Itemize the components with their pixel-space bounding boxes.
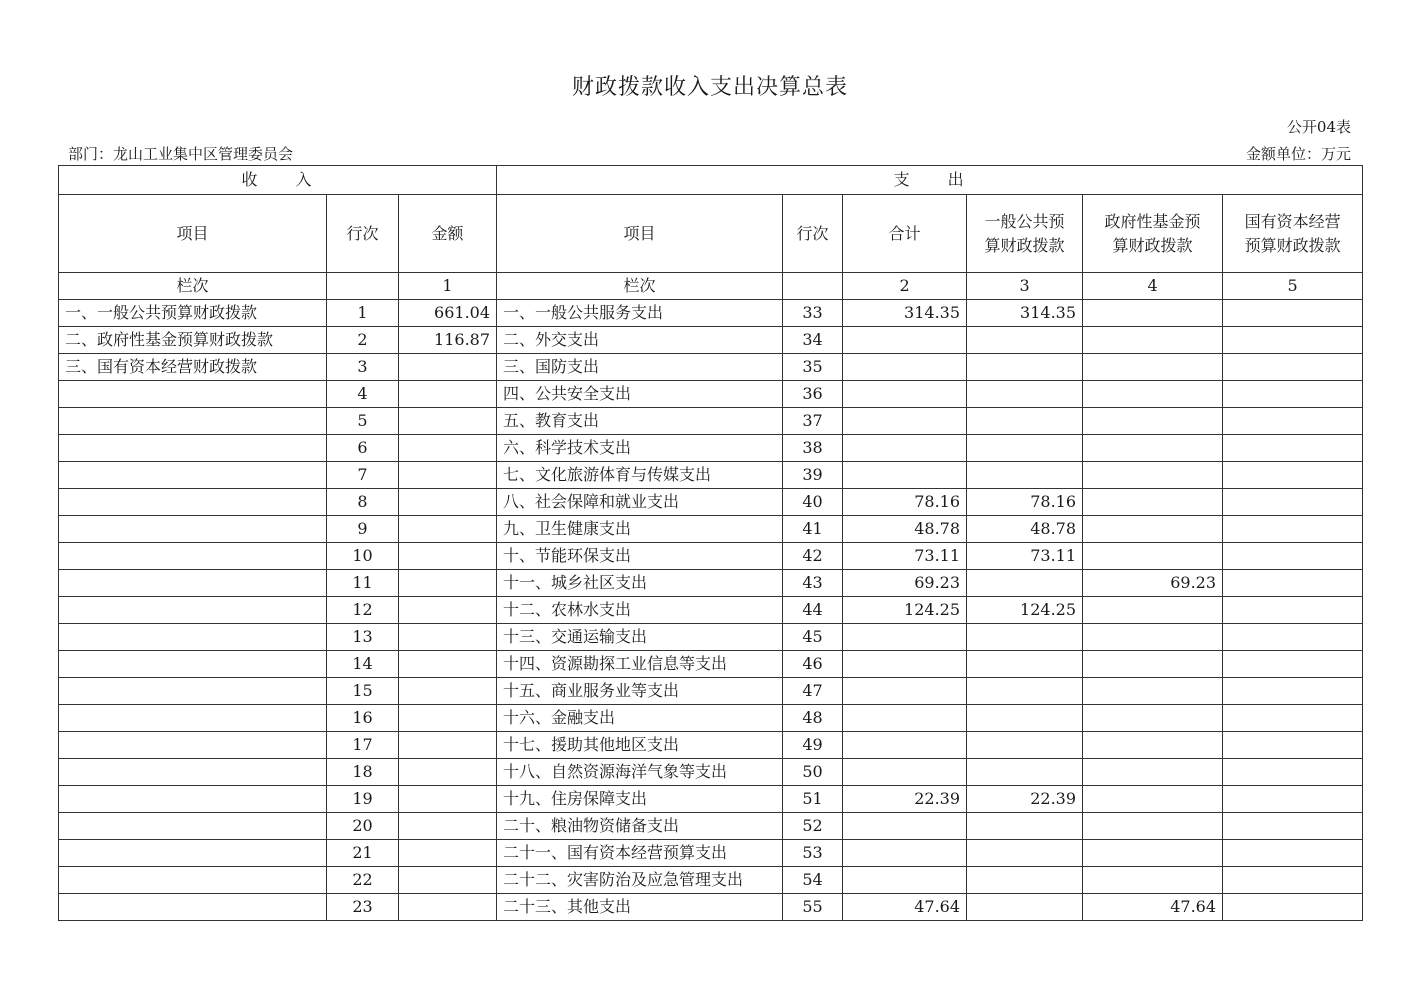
income-item-cell: 二、政府性基金预算财政拨款	[59, 327, 327, 354]
finance-table	[58, 165, 1363, 921]
expense-row-no-cell: 41	[783, 516, 843, 543]
income-amount-cell	[399, 489, 497, 516]
fund-budget-cell	[1083, 867, 1223, 894]
income-row-no-cell: 18	[327, 759, 399, 786]
income-row-no-cell: 20	[327, 813, 399, 840]
expense-row-no-cell: 52	[783, 813, 843, 840]
header-fund-budget: 政府性基金预算财政拨款	[1083, 195, 1223, 273]
income-item-cell	[59, 813, 327, 840]
total-cell	[843, 327, 967, 354]
state-capital-cell	[1223, 381, 1363, 408]
state-capital-cell	[1223, 354, 1363, 381]
expense-row-no-cell: 46	[783, 651, 843, 678]
state-capital-cell	[1223, 678, 1363, 705]
income-item-cell	[59, 543, 327, 570]
income-amount-cell	[399, 651, 497, 678]
expense-row-no-cell: 49	[783, 732, 843, 759]
fund-budget-cell: 69.23	[1083, 570, 1223, 597]
state-capital-cell	[1223, 435, 1363, 462]
fund-budget-cell	[1083, 705, 1223, 732]
general-budget-cell	[967, 624, 1083, 651]
expense-row-no-cell: 45	[783, 624, 843, 651]
expense-row-no-cell: 33	[783, 300, 843, 327]
general-budget-cell: 78.16	[967, 489, 1083, 516]
general-budget-cell	[967, 867, 1083, 894]
income-amount-cell: 116.87	[399, 327, 497, 354]
expense-item-cell: 十五、商业服务业等支出	[497, 678, 783, 705]
general-budget-cell	[967, 381, 1083, 408]
header-total: 合计	[843, 195, 967, 273]
income-item-cell	[59, 462, 327, 489]
expense-item-cell: 十一、城乡社区支出	[497, 570, 783, 597]
table-row	[59, 813, 1363, 840]
expense-section-header: 支 出	[497, 166, 1363, 195]
state-capital-cell	[1223, 732, 1363, 759]
header-expense-item: 项目	[497, 195, 783, 273]
table-row	[59, 624, 1363, 651]
income-item-cell	[59, 624, 327, 651]
state-capital-cell	[1223, 894, 1363, 921]
column-number-row	[59, 273, 1363, 300]
total-cell: 73.11	[843, 543, 967, 570]
income-amount-cell	[399, 354, 497, 381]
expense-row-no-cell: 42	[783, 543, 843, 570]
income-section-header: 收 入	[59, 166, 497, 195]
expense-item-cell: 一、一般公共服务支出	[497, 300, 783, 327]
fund-budget-cell	[1083, 354, 1223, 381]
table-row	[59, 786, 1363, 813]
income-row-no-cell: 23	[327, 894, 399, 921]
income-row-no-cell: 14	[327, 651, 399, 678]
income-amount-cell	[399, 381, 497, 408]
fund-budget-cell	[1083, 516, 1223, 543]
expense-row-no-cell: 44	[783, 597, 843, 624]
expense-item-cell: 五、教育支出	[497, 408, 783, 435]
income-amount-cell	[399, 516, 497, 543]
expense-row-no-cell: 50	[783, 759, 843, 786]
expense-row-no-cell: 38	[783, 435, 843, 462]
table-row	[59, 327, 1363, 354]
general-budget-cell	[967, 408, 1083, 435]
fund-budget-cell	[1083, 381, 1223, 408]
income-item-cell: 一、一般公共预算财政拨款	[59, 300, 327, 327]
section-header-row	[59, 166, 1363, 195]
table-row	[59, 570, 1363, 597]
fund-budget-cell	[1083, 543, 1223, 570]
table-row	[59, 489, 1363, 516]
total-cell	[843, 408, 967, 435]
fund-budget-cell	[1083, 759, 1223, 786]
total-cell	[843, 759, 967, 786]
col-number-4: 4	[1083, 273, 1223, 300]
expense-row-no-cell: 36	[783, 381, 843, 408]
expense-item-cell: 二十二、灾害防治及应急管理支出	[497, 867, 783, 894]
income-amount-cell	[399, 624, 497, 651]
income-amount-cell	[399, 759, 497, 786]
fund-budget-cell	[1083, 678, 1223, 705]
income-item-cell	[59, 435, 327, 462]
state-capital-cell	[1223, 327, 1363, 354]
fund-budget-cell	[1083, 435, 1223, 462]
expense-item-cell: 六、科学技术支出	[497, 435, 783, 462]
table-row	[59, 597, 1363, 624]
income-item-cell	[59, 732, 327, 759]
table-row	[59, 705, 1363, 732]
income-item-cell	[59, 516, 327, 543]
table-row	[59, 759, 1363, 786]
expense-row-no-cell: 35	[783, 354, 843, 381]
expense-item-cell: 八、社会保障和就业支出	[497, 489, 783, 516]
income-row-no-cell: 7	[327, 462, 399, 489]
total-cell: 48.78	[843, 516, 967, 543]
expense-row-no-cell: 51	[783, 786, 843, 813]
col-number-blank	[783, 273, 843, 300]
state-capital-cell	[1223, 570, 1363, 597]
header-income-row-no: 行次	[327, 195, 399, 273]
col-number-blank	[327, 273, 399, 300]
state-capital-cell	[1223, 813, 1363, 840]
income-row-no-cell: 21	[327, 840, 399, 867]
income-amount-cell	[399, 408, 497, 435]
total-cell	[843, 435, 967, 462]
general-budget-cell	[967, 462, 1083, 489]
state-capital-cell	[1223, 624, 1363, 651]
form-number: 公开04表	[1286, 118, 1351, 136]
income-amount-cell	[399, 678, 497, 705]
table-row	[59, 840, 1363, 867]
income-row-no-cell: 5	[327, 408, 399, 435]
income-item-cell	[59, 408, 327, 435]
income-row-no-cell: 13	[327, 624, 399, 651]
general-budget-cell	[967, 705, 1083, 732]
state-capital-cell	[1223, 786, 1363, 813]
col-label-income: 栏次	[59, 273, 327, 300]
state-capital-cell	[1223, 759, 1363, 786]
income-amount-cell	[399, 543, 497, 570]
expense-item-cell: 十二、农林水支出	[497, 597, 783, 624]
expense-item-cell: 十三、交通运输支出	[497, 624, 783, 651]
expense-row-no-cell: 48	[783, 705, 843, 732]
table-row	[59, 381, 1363, 408]
header-income-amount: 金额	[399, 195, 497, 273]
fund-budget-cell	[1083, 651, 1223, 678]
total-cell	[843, 732, 967, 759]
expense-item-cell: 十、节能环保支出	[497, 543, 783, 570]
total-cell	[843, 381, 967, 408]
header-state-capital-budget: 国有资本经营预算财政拨款	[1223, 195, 1363, 273]
fund-budget-cell	[1083, 300, 1223, 327]
table-row	[59, 408, 1363, 435]
general-budget-cell: 48.78	[967, 516, 1083, 543]
income-row-no-cell: 11	[327, 570, 399, 597]
state-capital-cell	[1223, 462, 1363, 489]
income-row-no-cell: 3	[327, 354, 399, 381]
header-income-item: 项目	[59, 195, 327, 273]
income-row-no-cell: 9	[327, 516, 399, 543]
total-cell	[843, 651, 967, 678]
income-item-cell	[59, 381, 327, 408]
income-amount-cell	[399, 462, 497, 489]
state-capital-cell	[1223, 489, 1363, 516]
fund-budget-cell	[1083, 489, 1223, 516]
fund-budget-cell	[1083, 327, 1223, 354]
expense-item-cell: 二十三、其他支出	[497, 894, 783, 921]
income-row-no-cell: 10	[327, 543, 399, 570]
table-row	[59, 435, 1363, 462]
income-item-cell	[59, 894, 327, 921]
income-item-cell	[59, 759, 327, 786]
total-cell	[843, 840, 967, 867]
table-row	[59, 651, 1363, 678]
income-item-cell	[59, 597, 327, 624]
general-budget-cell	[967, 570, 1083, 597]
unit-label: 金额单位：万元	[1245, 145, 1351, 163]
expense-row-no-cell: 40	[783, 489, 843, 516]
state-capital-cell	[1223, 408, 1363, 435]
expense-row-no-cell: 34	[783, 327, 843, 354]
income-item-cell: 三、国有资本经营财政拨款	[59, 354, 327, 381]
table-row	[59, 354, 1363, 381]
table-row	[59, 462, 1363, 489]
general-budget-cell	[967, 354, 1083, 381]
state-capital-cell	[1223, 300, 1363, 327]
column-header-row	[59, 195, 1363, 273]
income-amount-cell	[399, 435, 497, 462]
income-row-no-cell: 4	[327, 381, 399, 408]
general-budget-cell: 124.25	[967, 597, 1083, 624]
expense-row-no-cell: 54	[783, 867, 843, 894]
general-budget-cell	[967, 651, 1083, 678]
fund-budget-cell	[1083, 462, 1223, 489]
fund-budget-cell	[1083, 597, 1223, 624]
state-capital-cell	[1223, 651, 1363, 678]
total-cell	[843, 678, 967, 705]
header-expense-row-no: 行次	[783, 195, 843, 273]
total-cell	[843, 705, 967, 732]
income-amount-cell	[399, 813, 497, 840]
income-amount-cell	[399, 570, 497, 597]
income-item-cell	[59, 678, 327, 705]
total-cell: 69.23	[843, 570, 967, 597]
total-cell: 47.64	[843, 894, 967, 921]
col-number-1: 1	[399, 273, 497, 300]
expense-row-no-cell: 55	[783, 894, 843, 921]
total-cell	[843, 462, 967, 489]
general-budget-cell	[967, 435, 1083, 462]
expense-row-no-cell: 43	[783, 570, 843, 597]
state-capital-cell	[1223, 597, 1363, 624]
fund-budget-cell	[1083, 786, 1223, 813]
income-item-cell	[59, 840, 327, 867]
expense-row-no-cell: 37	[783, 408, 843, 435]
expense-item-cell: 十四、资源勘探工业信息等支出	[497, 651, 783, 678]
expense-item-cell: 二、外交支出	[497, 327, 783, 354]
income-item-cell	[59, 705, 327, 732]
department-label: 部门：龙山工业集中区管理委员会	[68, 145, 294, 163]
state-capital-cell	[1223, 516, 1363, 543]
table-row	[59, 678, 1363, 705]
income-item-cell	[59, 867, 327, 894]
expense-item-cell: 十九、住房保障支出	[497, 786, 783, 813]
total-cell	[843, 354, 967, 381]
fund-budget-cell	[1083, 840, 1223, 867]
table-row	[59, 300, 1363, 327]
table-row	[59, 732, 1363, 759]
income-amount-cell: 661.04	[399, 300, 497, 327]
state-capital-cell	[1223, 867, 1363, 894]
page-title: 财政拨款收入支出决算总表	[571, 75, 848, 100]
income-item-cell	[59, 570, 327, 597]
total-cell	[843, 813, 967, 840]
income-amount-cell	[399, 597, 497, 624]
total-cell	[843, 624, 967, 651]
header-general-budget: 一般公共预算财政拨款	[967, 195, 1083, 273]
total-cell	[843, 867, 967, 894]
table-row	[59, 894, 1363, 921]
general-budget-cell	[967, 813, 1083, 840]
general-budget-cell	[967, 678, 1083, 705]
table-row	[59, 516, 1363, 543]
income-amount-cell	[399, 786, 497, 813]
income-row-no-cell: 19	[327, 786, 399, 813]
income-row-no-cell: 17	[327, 732, 399, 759]
expense-item-cell: 七、文化旅游体育与传媒支出	[497, 462, 783, 489]
income-row-no-cell: 22	[327, 867, 399, 894]
table-row	[59, 543, 1363, 570]
expense-row-no-cell: 39	[783, 462, 843, 489]
income-amount-cell	[399, 840, 497, 867]
general-budget-cell	[967, 894, 1083, 921]
expense-item-cell: 三、国防支出	[497, 354, 783, 381]
income-amount-cell	[399, 867, 497, 894]
expense-item-cell: 十六、金融支出	[497, 705, 783, 732]
state-capital-cell	[1223, 840, 1363, 867]
income-row-no-cell: 6	[327, 435, 399, 462]
fund-budget-cell: 47.64	[1083, 894, 1223, 921]
col-number-3: 3	[967, 273, 1083, 300]
income-amount-cell	[399, 705, 497, 732]
fund-budget-cell	[1083, 408, 1223, 435]
expense-row-no-cell: 53	[783, 840, 843, 867]
state-capital-cell	[1223, 705, 1363, 732]
income-row-no-cell: 2	[327, 327, 399, 354]
fund-budget-cell	[1083, 624, 1223, 651]
expense-item-cell: 十八、自然资源海洋气象等支出	[497, 759, 783, 786]
table-row	[59, 867, 1363, 894]
total-cell: 78.16	[843, 489, 967, 516]
income-row-no-cell: 8	[327, 489, 399, 516]
expense-item-cell: 二十、粮油物资储备支出	[497, 813, 783, 840]
total-cell: 22.39	[843, 786, 967, 813]
total-cell: 314.35	[843, 300, 967, 327]
expense-item-cell: 十七、援助其他地区支出	[497, 732, 783, 759]
income-row-no-cell: 1	[327, 300, 399, 327]
income-row-no-cell: 12	[327, 597, 399, 624]
expense-item-cell: 二十一、国有资本经营预算支出	[497, 840, 783, 867]
general-budget-cell: 73.11	[967, 543, 1083, 570]
expense-row-no-cell: 47	[783, 678, 843, 705]
general-budget-cell	[967, 732, 1083, 759]
col-number-5: 5	[1223, 273, 1363, 300]
fund-budget-cell	[1083, 732, 1223, 759]
income-item-cell	[59, 786, 327, 813]
income-item-cell	[59, 651, 327, 678]
col-label-expense: 栏次	[497, 273, 783, 300]
income-amount-cell	[399, 732, 497, 759]
col-number-2: 2	[843, 273, 967, 300]
income-row-no-cell: 15	[327, 678, 399, 705]
general-budget-cell	[967, 840, 1083, 867]
general-budget-cell: 22.39	[967, 786, 1083, 813]
income-row-no-cell: 16	[327, 705, 399, 732]
total-cell: 124.25	[843, 597, 967, 624]
general-budget-cell: 314.35	[967, 300, 1083, 327]
state-capital-cell	[1223, 543, 1363, 570]
expense-item-cell: 九、卫生健康支出	[497, 516, 783, 543]
general-budget-cell	[967, 327, 1083, 354]
income-item-cell	[59, 489, 327, 516]
fund-budget-cell	[1083, 813, 1223, 840]
expense-item-cell: 四、公共安全支出	[497, 381, 783, 408]
income-amount-cell	[399, 894, 497, 921]
general-budget-cell	[967, 759, 1083, 786]
